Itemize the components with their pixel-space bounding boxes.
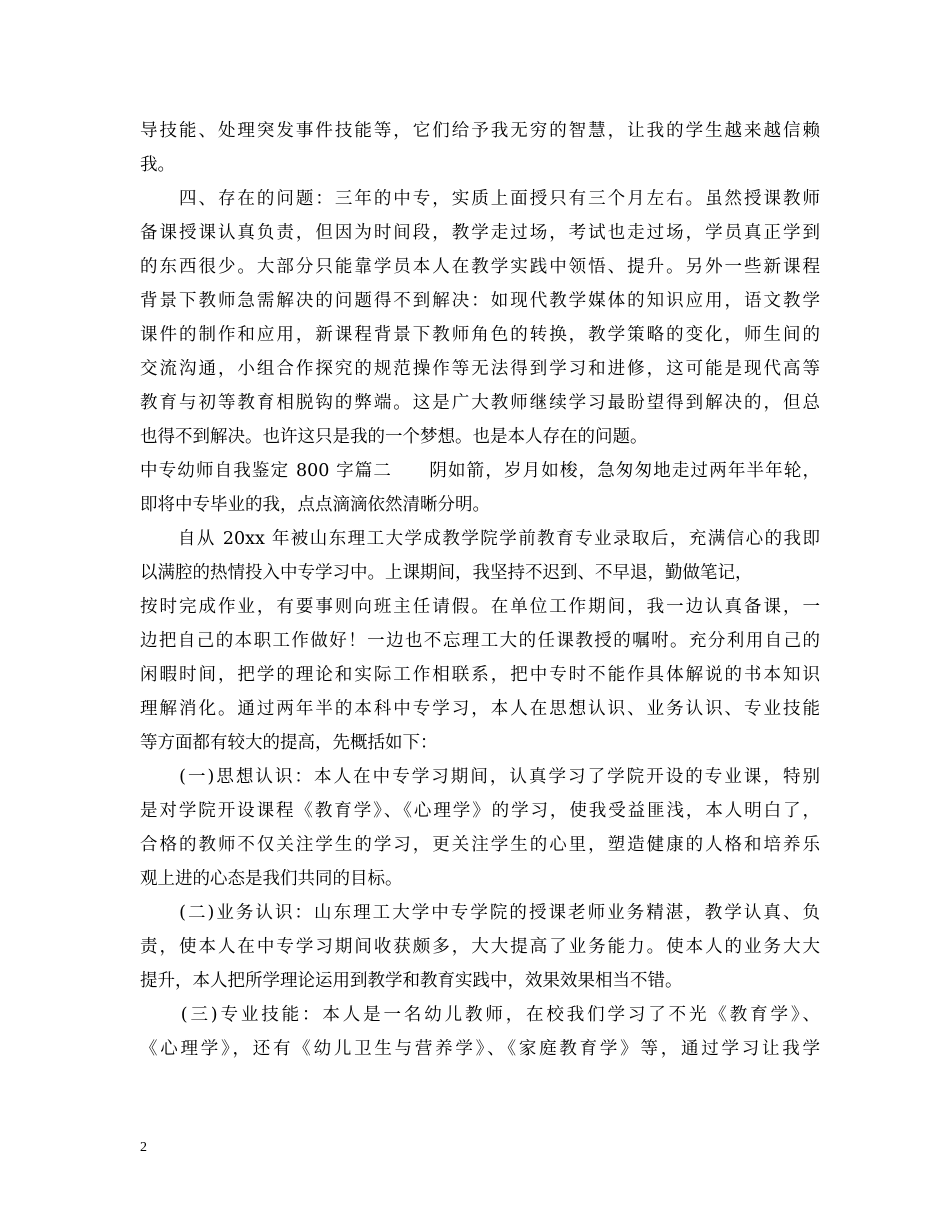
text-line: 我。 — [140, 155, 175, 175]
text-line: 备课授课认真负责，但因为时间段，教学走过场，考试也走过场，学员真正学到 — [140, 223, 820, 243]
text-line: 责，使本人在中专学习期间收获颇多，大大提高了业务能力。使本人的业务大大 — [140, 937, 820, 957]
text-line: (一)思想认识：本人在中专学习期间，认真学习了学院开设的专业课，特别 — [140, 767, 820, 787]
text-line: 自从 20xx 年被山东理工大学成教学院学前教育专业录取后，充满信心的我即 — [140, 529, 820, 549]
text-line: 《心理学》，还有《幼儿卫生与营养学》、《家庭教育学》等，通过学习让我学 — [140, 1039, 820, 1059]
text-line: 的东西很少。大部分只能靠学员本人在教学实践中领悟、提升。另外一些新课程 — [140, 257, 820, 277]
text-line: 理解消化。通过两年半的本科中专学习，本人在思想认识、业务认识、专业技能 — [140, 699, 820, 719]
text-line: 中专幼师自我鉴定 800 字篇二 阴如箭，岁月如梭，急匆匆地走过两年半年轮， — [140, 461, 820, 481]
text-line: 即将中专毕业的我，点点滴滴依然清晰分明。 — [140, 495, 490, 515]
page-number: 2 — [140, 1140, 147, 1155]
text-line: 按时完成作业，有要事则向班主任请假。在单位工作期间，我一边认真备课，一 — [140, 597, 820, 617]
text-line: (二)业务认识：山东理工大学中专学院的授课老师业务精湛，教学认真、负 — [140, 903, 820, 923]
text-line: 等方面都有较大的提高，先概括如下： — [140, 733, 438, 753]
text-line: 闲暇时间，把学的理论和实际工作相联系，把中专时不能作具体解说的书本知识 — [140, 665, 820, 685]
text-line: 边把自己的本职工作做好！一边也不忘理工大的任课教授的嘱咐。充分利用自己的 — [140, 631, 820, 651]
text-line: 是对学院开设课程《教育学》、《心理学》的学习，使我受益匪浅，本人明白了， — [140, 801, 820, 821]
text-line: 四、存在的问题：三年的中专，实质上面授只有三个月左右。虽然授课教师 — [140, 189, 820, 209]
text-line: 以满腔的热情投入中专学习中。上课期间，我坚持不迟到、不早退，勤做笔记， — [140, 563, 753, 583]
text-line: 观上进的心态是我们共同的目标。 — [140, 869, 403, 889]
text-line: 也得不到解决。也许这只是我的一个梦想。也是本人存在的问题。 — [140, 427, 648, 447]
text-line: 背景下教师急需解决的问题得不到解决：如现代教学媒体的知识应用，语文教学 — [140, 291, 820, 311]
text-line: 课件的制作和应用，新课程背景下教师角色的转换，教学策略的变化，师生间的 — [140, 325, 820, 345]
text-line: 教育与初等教育相脱钩的弊端。这是广大教师继续学习最盼望得到解决的，但总 — [140, 393, 820, 413]
text-line: (三)专业技能：本人是一名幼儿教师，在校我们学习了不光《教育学》、 — [140, 1005, 820, 1025]
document-body — [140, 114, 820, 1066]
text-line: 交流沟通，小组合作探究的规范操作等无法得到学习和进修，这可能是现代高等 — [140, 359, 820, 379]
text-line: 导技能、处理突发事件技能等，它们给予我无穷的智慧，让我的学生越来越信赖 — [140, 121, 820, 141]
text-line: 合格的教师不仅关注学生的学习，更关注学生的心里，塑造健康的人格和培养乐 — [140, 835, 820, 855]
text-line: 提升，本人把所学理论运用到教学和教育实践中，效果效果相当不错。 — [140, 971, 683, 991]
